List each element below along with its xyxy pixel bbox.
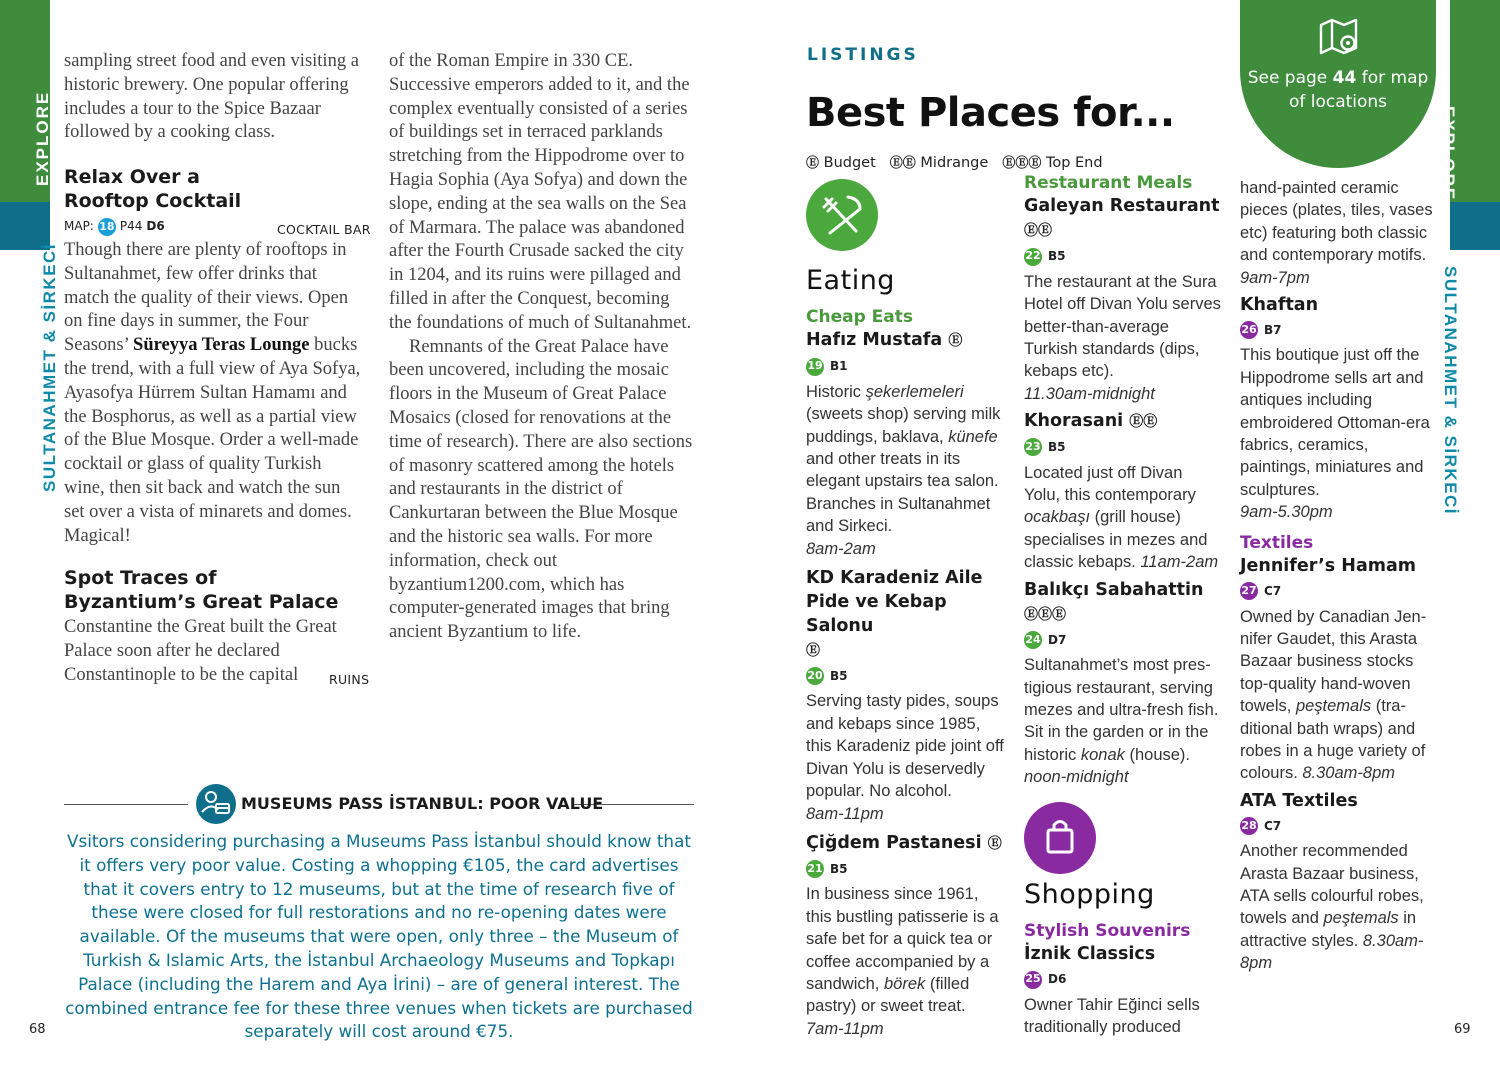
explore-label-right: EXPLORE xyxy=(1439,106,1458,202)
map-number-badge: 18 xyxy=(98,218,116,236)
stylish-souvenirs-heading: Stylish Souvenirs xyxy=(1024,921,1191,941)
intro-text: sampling street food and even visiting a historic brewery. One popular offering includes a tour to the Spice Bazaar followed by a cooking class. xyxy=(64,51,359,143)
palace-text-2: Remnants of the Great Palace have been uncovered, including the mosaic floors in the Museum of Great Palace Mosaics (closed for renovations at the time of research). There are also sections of masonry scattered among the hotels and restaurants in the district of Cankurtaran between the Blue Mosque and the historic sea walls. For more information, check out byzantium1200.com, which has computer-generated images that bring ancient Byzantium to life. xyxy=(389,336,693,643)
cheap-eats-heading: Cheap Eats xyxy=(806,307,913,327)
left-column-1 xyxy=(64,50,364,688)
page-number-right: 69 xyxy=(1454,1022,1471,1037)
listings-label: LISTINGS xyxy=(807,45,919,65)
eating-title: Eating xyxy=(806,265,895,296)
listing-hafiz-mustafa[interactable]: Hafız Mustafa Ⓔ 19 B1 Historic şekerlemeleri (sweets shop) serving milk puddings, baklava, künefe and other treats in its elegant upstairs tea salon. Branches in Sultanahmet and Sirkeci. 8am-2am xyxy=(806,330,1001,558)
cutlery-icon xyxy=(806,179,878,251)
relax-body: Though there are plenty of rooftops in Sultanahmet, few offer drinks that match the quality of their views. Open on fine days in summer, the Four Seasons’ Süreyya Teras Lounge bucks the trend, with a full view of Aya Sofya, Ayasofya Hürrem Sultan Hamamı and the Bosphorus, as well as a partial view of the Blue Mosque. Order a well-made cocktail or glass of quality Turkish wine, then sit back and watch the sun set over a vista of minarets and domes. Magical! xyxy=(64,239,361,546)
spot-heading: Spot Traces of Byzantium’s Great Palace xyxy=(64,567,339,614)
shopping-title: Shopping xyxy=(1024,879,1155,910)
listing-iznik-continued: hand-painted ceramic pieces (plates, tiles, vases etc) featuring both classic and contemporary motifs. 9am-7pm xyxy=(1240,179,1433,287)
boxout-body: Vsitors considering purchasing a Museums Pass İstanbul should know that it offers very poor value. Costing a whopping €105, the card advertises that it covers entry to 12 museums, but at the time of research five of these were closed for full restorations and no re-opening dates were available. Of the museums that were open, only three – the Museum of Turkish & Islamic Arts, the İstanbul Archaeology Museums and Topkapı Palace (including the Harem and Aya İrini) – are of general interest. The combined entrance fee for these three venues when tickets are purchased separately will cost around €75. xyxy=(65,831,693,1042)
textiles-heading: Textiles xyxy=(1240,532,1314,553)
restaurant-meals-heading: Restaurant Meals xyxy=(1024,173,1193,193)
section-label: SULTANAHMET & SİRKECİ xyxy=(40,242,59,492)
spot-body: Constantine the Great built the Great Palace soon after he declared Constantinople to be the capital xyxy=(64,617,337,685)
page-title: Best Places for... xyxy=(806,90,1175,136)
restaurants-column xyxy=(1024,172,1222,793)
boxout-title: MUSEUMS PASS İSTANBUL: POOR VALUE xyxy=(241,794,604,813)
map-reference[interactable]: MAP: 18 P44 D6 xyxy=(64,215,364,239)
ruins-tag: RUINS xyxy=(329,672,370,687)
cocktail-bar-tag: COCKTAIL BAR xyxy=(277,222,371,237)
shopping-column xyxy=(1024,920,1222,1043)
relax-heading: Relax Over a Rooftop Cocktail xyxy=(64,166,242,213)
left-column-2 xyxy=(389,50,694,645)
page-number-left: 68 xyxy=(29,1022,46,1037)
listing-balikci[interactable]: Balıkçı Sabahattin ⒺⒺⒺ 24 D7 Sultanahmet’s most prestigious restaurant, serving mezes and ultra-fresh fish. Sit in the garden or in the historic konak (house). noon-midnight xyxy=(1024,579,1219,787)
listing-galeyan[interactable]: Galeyan Restaurant ⒺⒺ 22 B5 The restaurant at the Sura Hotel off Divan Yolu serves better-than-average Turkish standards (dips, kebaps etc). 11.30am-midnight xyxy=(1024,196,1221,403)
divider-left xyxy=(64,804,188,805)
map-callout[interactable]: See page 44 for map of locations xyxy=(1240,0,1436,168)
eating-column xyxy=(806,306,1006,1044)
listing-jennifers-hamam[interactable]: Jennifer’s Hamam 27 C7 Owned by Canadian Jennifer Gaudet, this Arasta Bazaar business stocks top-quality hand-woven towels, peştemals (traditional bath wraps) and robes in a huge variety of colours. 8.30am-8pm xyxy=(1240,556,1427,783)
legend-topend: ⒺⒺⒺ Top End xyxy=(1002,155,1103,171)
section-label-right: SULTANAHMET & SİRKECİ xyxy=(1441,266,1460,516)
map-pin-icon xyxy=(1318,16,1360,58)
price-legend xyxy=(806,152,1103,171)
listing-cigdem[interactable]: Çiğdem Pastanesi Ⓔ 21 B5 In business since 1961, this bustling patisserie is a safe bet for a quick tea or coffee accompanied by a sandwich, börek (filled pastry) or sweet treat. 7am-11pm xyxy=(806,832,1002,1038)
explore-label: EXPLORE xyxy=(33,90,52,186)
museum-pass-icon xyxy=(196,784,236,824)
shopping-column-2 xyxy=(1240,177,1440,979)
shopping-bag-icon xyxy=(1024,802,1096,874)
section-tab-right[interactable] xyxy=(1450,202,1500,250)
palace-text-1: of the Roman Empire in 330 CE. Successive emperors added to it, and the complex eventually consisted of a series of buildings set in terraced parklands stretching from the Hippodrome over to Hagia Sophia (Aya Sofya) and down the slope, ending at the sea walls on the Sea of Marmara. The palace was abandoned after the Fourth Crusade sacked the city in 1204, and its ruins were pillaged and filled in after the Conquest, becoming the foundations of much of Sultanahmet. xyxy=(389,51,692,333)
listing-kd-karadeniz[interactable]: KD Karadeniz Aile Pide ve Kebap Salonu Ⓔ 20 B5 Serving tasty pides, soups and kebaps since 1985, this Karadeniz pide joint off Divan Yolu is deservedly popular. No alcohol. 8am-11pm xyxy=(806,568,1004,823)
legend-midrange: ⒺⒺ Midrange xyxy=(889,155,989,171)
listing-khorasani[interactable]: Khorasani ⒺⒺ 23 B5 Located just off Divan Yolu, this contemporary ocakbaşı (grill house) specialises in mezes and classic kebaps. 11am-2am xyxy=(1024,411,1219,572)
listing-khaftan[interactable]: Khaftan 26 B7 This boutique just off the Hippodrome sells art and antiques including embroidered Ottoman-era fabrics, ceramics, paintings, miniatures and sculptures. 9am-5.30pm xyxy=(1240,295,1430,522)
listing-ata-textiles[interactable]: ATA Textiles 28 C7 Another recommended Arasta Bazaar business, ATA sells colourful robes, towels and peştemals in attractive styles. 8.30am-8pm xyxy=(1240,790,1424,973)
legend-budget: Ⓔ Budget xyxy=(806,155,876,171)
listing-iznik[interactable]: İznik Classics 25 D6 Owner Tahir Eğinci sells traditionally produced xyxy=(1024,944,1200,1037)
